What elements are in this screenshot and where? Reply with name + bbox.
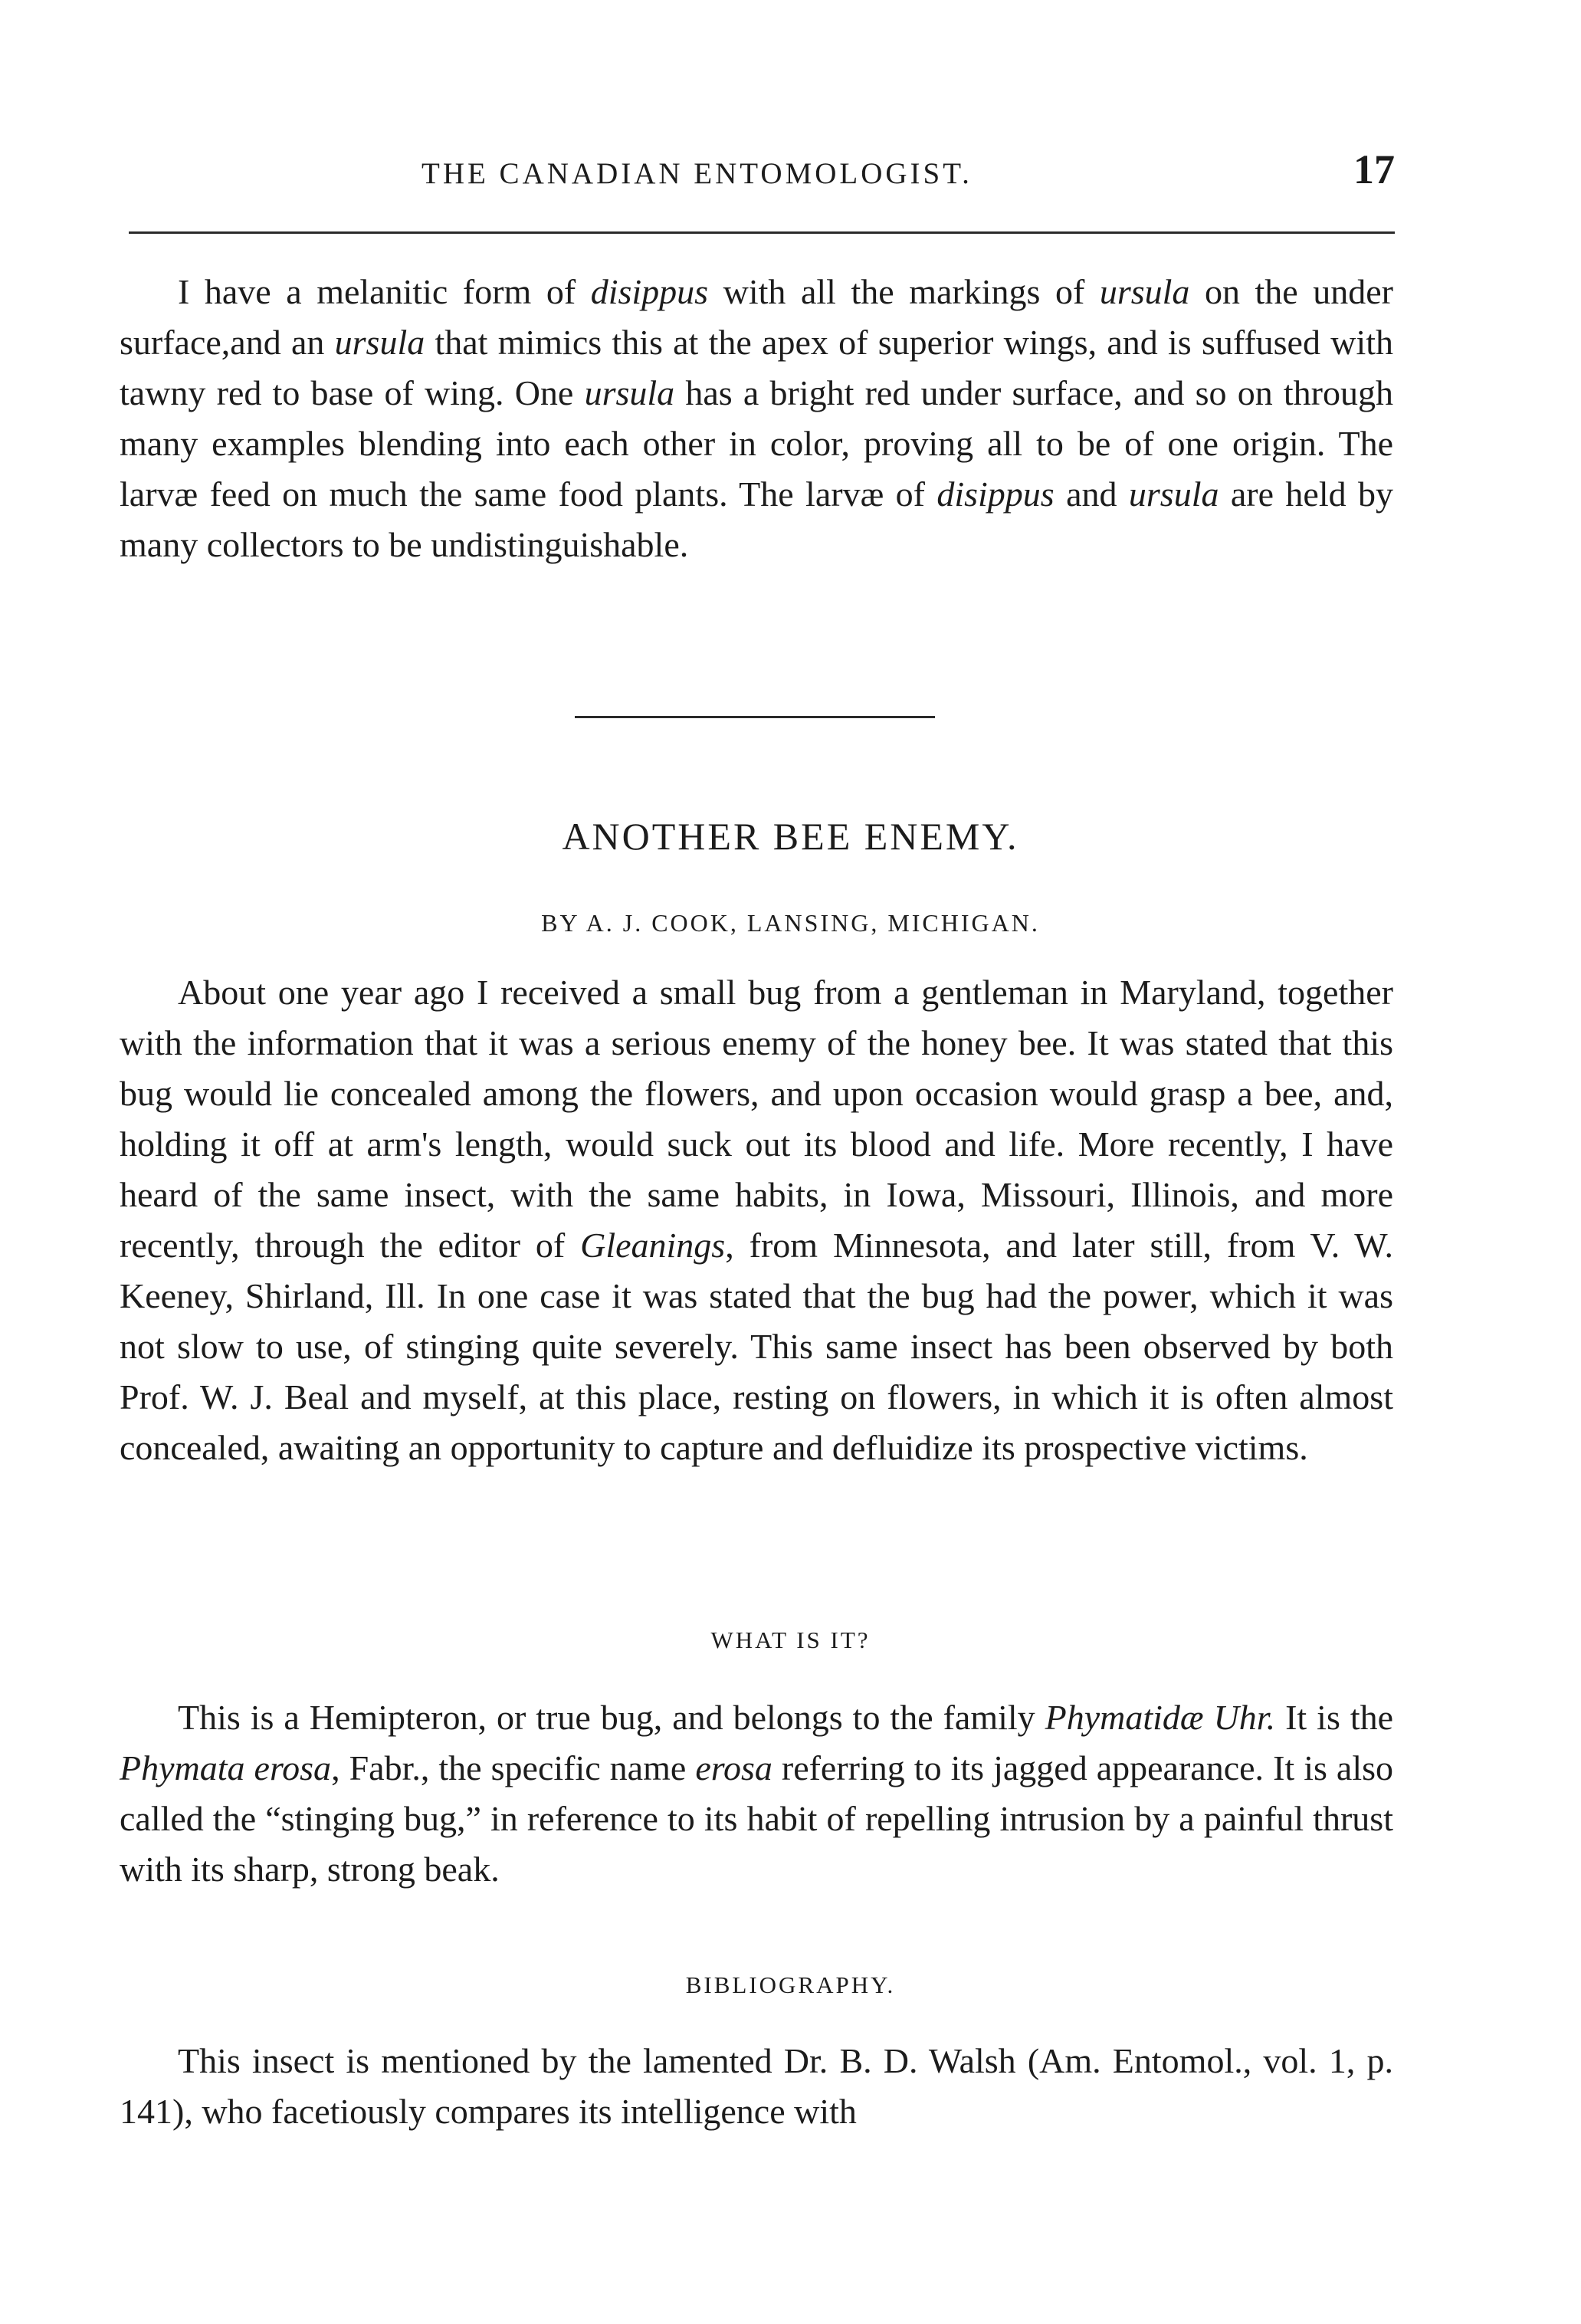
italic-species-name: erosa — [695, 1748, 772, 1787]
article-paragraph-1 — [120, 967, 1393, 1473]
text-run: , Fabr., the specific name — [331, 1748, 696, 1787]
article-paragraph-2 — [120, 1692, 1393, 1895]
italic-species-name: ursula — [334, 323, 425, 362]
running-head: THE CANADIAN ENTOMOLOGIST. — [421, 157, 973, 190]
italic-species-name: Phymata erosa — [120, 1748, 332, 1787]
italic-species-name: disippus — [590, 272, 709, 311]
italic-species-name: disippus — [936, 474, 1055, 514]
section-divider — [575, 716, 935, 718]
text-run: , from Minnesota, and later still, from V. W. Keeney, Shirland, Ill. In one case it was stated that the bug had the power, which it was not slow to use, of stinging quite severely. This same insect has been observed by both Prof. W. J. Beal and myself, at this place, resting on flowers, in which it is often almost concealed, awaiting an opportunity to capture and defluidize its prospective victims. — [120, 1226, 1393, 1467]
text-run: It is the — [1275, 1698, 1394, 1737]
text-run: that mimics this at the apex of superior wings, and is suffused with tawny red to base of wing. One — [120, 323, 1394, 412]
text-run: This is a Hemipteron, or true bug, and belongs to the family — [178, 1698, 1045, 1737]
italic-species-name: ursula — [1128, 474, 1219, 514]
text-run: with all the markings of — [708, 272, 1100, 311]
italic-species-name: ursula — [584, 373, 675, 412]
italic-family-name: Phymatidæ Uhr. — [1045, 1698, 1276, 1737]
text-run: on the under surface,and an — [120, 272, 1393, 362]
article-paragraph-3 — [120, 2036, 1393, 2137]
text-run: About one year ago I received a small bug from a gentleman in Maryland, together with the information that it was a serious enemy of the honey bee. It was stated that this bug would lie concealed among the flowers, and upon occasion would grasp a bee, and, holding it off at arm's length, would suck out its blood and life. More recently, I have heard of the same insect, with the same habits, in Iowa, Missouri, Illinois, and more recently, through the editor of — [120, 973, 1393, 1265]
text-run: has a bright red under surface, and so on through many examples blending into each other in color, proving all to be of one origin. The larvæ feed on much the same food plants. The larvæ of — [120, 373, 1393, 514]
article-byline: BY A. J. COOK, LANSING, MICHIGAN. — [541, 909, 1040, 937]
text-run: are held by many collectors to be undistinguishable. — [120, 474, 1393, 564]
text-run: referring to its jagged appearance. It is also called the “stinging bug,” in reference to its habit of repelling intrusion by a painful thrust with its sharp, strong beak. — [120, 1748, 1394, 1889]
article-title: ANOTHER BEE ENEMY. — [562, 815, 1019, 858]
intro-paragraph — [120, 267, 1393, 570]
italic-species-name: ursula — [1099, 272, 1190, 311]
subhead-bibliography: BIBLIOGRAPHY. — [685, 1971, 896, 1998]
italic-journal-name: Gleanings — [580, 1226, 726, 1265]
text-run: and — [1054, 474, 1129, 514]
page-header — [123, 146, 1395, 207]
page-number: 17 — [1353, 146, 1395, 192]
subhead-what-is-it: WHAT IS IT? — [710, 1626, 871, 1653]
text-run: This insect is mentioned by the lamented Dr. B. D. Walsh (Am. Entomol., vol. 1, p. 141), who facetiously compares its intelligence with — [120, 2041, 1393, 2131]
text-run: I have a melanitic form of — [178, 272, 591, 311]
header-rule — [129, 231, 1395, 234]
